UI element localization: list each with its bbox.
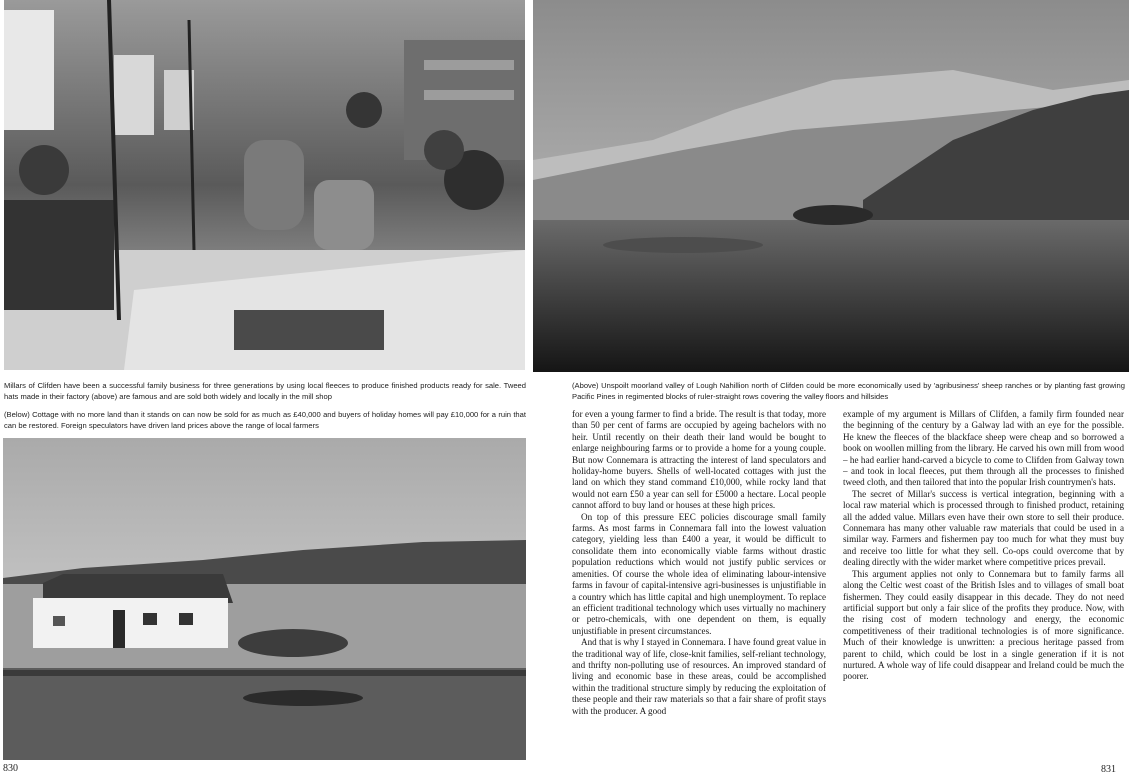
page-number-left: 830 [3,763,18,774]
paragraph: On top of this pressure EEC policies discourage small family farms. As most farms in Connemara fall into the lowest valuation category, yielding less than £400 a year, it would be difficult to consolidate them into economically viable farms without drastic population reductions which would not justify public services or amenities. Of course the whole idea of eliminating labour-intensive farms in favour of capital-intensive agri-businesses is unjustifiable in a country which has little capital and high unemployment. To replace an efficient traditional technology which uses virtually no machinery or petro-chemicals, with one dependent on them, is equally unjustifiable in present circumstances. [572,511,826,636]
paragraph: This argument applies not only to Connemara but to family farms all along the Celtic west coast of the British Isles and to villages of small boat fishermen. They could easily disappear in this decade. They do not need artificial support but only a fair slice of the profits they produce. Now, with the rising cost of modern technology and energy, the economic competitiveness of their traditional technologies is of more significance. Much of their knowledge is unwritten: a precious heritage passed from parent to child, which could be lost in a single generation if it is not nurtured. A whole way of life could disappear and Ireland could be much the poorer. [843,568,1124,682]
moorland-photo [533,0,1129,372]
article-column-2 [843,409,1124,764]
article-column-1 [572,409,826,764]
cottage-photo [3,438,526,760]
moorland-caption: (Above) Unspoilt moorland valley of Lough Nahillion north of Clifden could be more economically used by 'agribusiness' sheep ranches or by planting fast growing Pacific Pines in regimented blocks of ruler-straight rows covering the valley floors and hillsides [572,381,1125,401]
paragraph: And that is why I stayed in Connemara. I have found great value in the traditional way of life, close-knit families, self-reliant technology, and thrifty non-polluting use of resources. An improved standard of living and economic base in these areas, could be accomplished within the traditional structure simply by reducing the exploitation of these people and their raw materials so that a fair share of profit stays with the producer. A good [572,637,826,716]
factory-photo [4,0,525,370]
paragraph: for even a young farmer to find a bride. The result is that today, more than 50 per cent of farms are occupied by ageing bachelors with no heir. Until recently on their death their land would be bought to enlarge neighbouring farms or to provide a home for a young couple. But now Connemara is attracting the interest of land speculators and holiday-home buyers. Shells of well-located cottages with just the land on which they stand command £10,000, while rocky land that would not earn £50 a year can sell for £5000 a hectare. Local people cannot afford to buy land or houses at these high prices. [572,409,826,511]
factory-caption: Millars of Clifden have been a successful family business for three generations by using local fleeces to produce finished products ready for sale. Tweed hats made in their factory (above) are famous and are sold both widely and locally in the mill shop [4,381,526,401]
paragraph: example of my argument is Millars of Clifden, a family firm founded near the beginning of the century by a Galway lad with an eye for the possible. He knew the fleeces of the blackface sheep were cheap and so borrowed a book on woollen milling from the library. He carved his own mill from wood – he had earlier hand-carved a bicycle to come to Clifden from Galway town – and took in local fleeces, put them through all the processes to finished tweed cloth, and then tailored that into the popular Irish countrymen's hats. [843,409,1124,488]
paragraph: The secret of Millar's success is vertical integration, beginning with a local raw material which is processed through to finished product, retaining all the added value. Millars even have their own store to sell their produce. Connemara has many other valuable raw materials that could be used in a similar way. Farmers and fishermen pay too much for what they must buy and receive too little for what they sell. Co-ops could overcome that by dealing directly with the wider market where competitive prices prevail. [843,488,1124,568]
cottage-caption: (Below) Cottage with no more land than it stands on can now be sold for as much as £40,000 and buyers of holiday homes will pay £10,000 for a ruin that can be restored. Foreign speculators have driven land prices above the range of local farmers [4,410,526,430]
page-number-right: 831 [1101,764,1116,775]
